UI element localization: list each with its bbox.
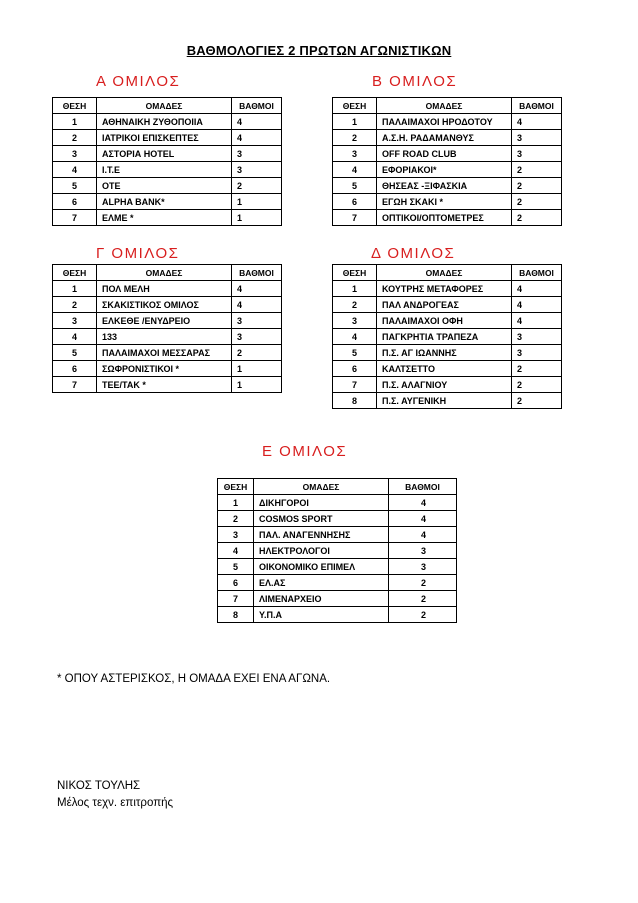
col-header-points: ΒΑΘΜΟΙ <box>512 265 562 281</box>
table-row <box>333 178 562 194</box>
points-cell: 1 <box>232 361 282 377</box>
position-cell: 5 <box>333 345 377 361</box>
points-cell: 4 <box>232 281 282 297</box>
group-e-title: Ε ΟΜΙΛΟΣ <box>262 443 348 460</box>
points-cell: 3 <box>389 543 457 559</box>
position-cell: 6 <box>218 575 254 591</box>
team-cell: ΑΣΤΟΡΙΑ HOTEL <box>97 146 232 162</box>
points-cell: 3 <box>232 329 282 345</box>
team-cell: ΠΟΛ ΜΕΛΗ <box>97 281 232 297</box>
table-row <box>333 377 562 393</box>
col-header-points: ΒΑΘΜΟΙ <box>232 265 282 281</box>
table-header-row <box>218 479 457 495</box>
points-cell: 3 <box>232 313 282 329</box>
col-header-position: ΘΕΣΗ <box>53 98 97 114</box>
position-cell: 1 <box>333 114 377 130</box>
position-cell: 5 <box>333 178 377 194</box>
col-header-teams: ΟΜΑΔΕΣ <box>254 479 389 495</box>
table-row <box>53 210 282 226</box>
table-row <box>218 559 457 575</box>
position-cell: 5 <box>218 559 254 575</box>
table-row <box>53 361 282 377</box>
group-b-title: Β ΟΜΙΛΟΣ <box>372 73 458 90</box>
table-row <box>333 313 562 329</box>
team-cell: ΟΠΤΙΚΟΙ/ΟΠΤΟΜΕΤΡΕΣ <box>377 210 512 226</box>
position-cell: 4 <box>333 162 377 178</box>
team-cell: ΕΦΟΡΙΑΚΟΙ* <box>377 162 512 178</box>
points-cell: 3 <box>512 130 562 146</box>
points-cell: 4 <box>512 313 562 329</box>
team-cell: ΕΛ.ΑΣ <box>254 575 389 591</box>
points-cell: 2 <box>512 178 562 194</box>
col-header-position: ΘΕΣΗ <box>333 98 377 114</box>
team-cell: ΑΘΗΝΑΙΚΗ ΖΥΘΟΠΟΙΙΑ <box>97 114 232 130</box>
position-cell: 2 <box>53 297 97 313</box>
signer-name: ΝΙΚΟΣ ΤΟΥΛΗΣ <box>57 780 141 792</box>
team-cell: ΠΑΛΑΙΜΑΧΟΙ ΜΕΣΣΑΡΑΣ <box>97 345 232 361</box>
points-cell: 1 <box>232 210 282 226</box>
table-row <box>333 393 562 409</box>
table-header-row <box>53 98 282 114</box>
table-row <box>53 313 282 329</box>
team-cell: Υ.Π.Α <box>254 607 389 623</box>
points-cell: 4 <box>512 297 562 313</box>
position-cell: 3 <box>218 527 254 543</box>
table-row <box>53 114 282 130</box>
position-cell: 6 <box>53 361 97 377</box>
points-cell: 3 <box>512 329 562 345</box>
points-cell: 3 <box>232 146 282 162</box>
col-header-position: ΘΕΣΗ <box>333 265 377 281</box>
position-cell: 5 <box>53 345 97 361</box>
points-cell: 2 <box>389 575 457 591</box>
team-cell: ΚΑΛΤΣΕΤΤΟ <box>377 361 512 377</box>
team-cell: ΚΟΥΤΡΗΣ ΜΕΤΑΦΟΡΕΣ <box>377 281 512 297</box>
points-cell: 2 <box>512 162 562 178</box>
table-row <box>333 194 562 210</box>
col-header-points: ΒΑΘΜΟΙ <box>389 479 457 495</box>
position-cell: 1 <box>218 495 254 511</box>
col-header-position: ΘΕΣΗ <box>53 265 97 281</box>
position-cell: 3 <box>333 313 377 329</box>
team-cell: ΠΑΛ ΑΝΔΡΟΓΕΑΣ <box>377 297 512 313</box>
points-cell: 2 <box>389 591 457 607</box>
points-cell: 4 <box>232 297 282 313</box>
group-g-table <box>52 264 282 393</box>
team-cell: ΕΛΜΕ * <box>97 210 232 226</box>
table-row <box>333 361 562 377</box>
position-cell: 3 <box>53 313 97 329</box>
position-cell: 1 <box>53 281 97 297</box>
table-row <box>53 377 282 393</box>
asterisk-note: * ΟΠΟΥ ΑΣΤΕΡΙΣΚΟΣ, Η ΟΜΑΔΑ ΕΧΕΙ ΕΝΑ ΑΓΩΝΑ. <box>57 673 331 685</box>
position-cell: 2 <box>53 130 97 146</box>
signer-role: Μέλος τεχν. επιτροπής <box>57 797 174 809</box>
position-cell: 7 <box>333 377 377 393</box>
group-a-title: Α ΟΜΙΛΟΣ <box>96 73 181 90</box>
table-row <box>53 297 282 313</box>
table-row <box>218 527 457 543</box>
position-cell: 4 <box>333 329 377 345</box>
team-cell: 133 <box>97 329 232 345</box>
points-cell: 2 <box>389 607 457 623</box>
position-cell: 1 <box>53 114 97 130</box>
position-cell: 7 <box>53 210 97 226</box>
position-cell: 6 <box>333 361 377 377</box>
points-cell: 2 <box>512 377 562 393</box>
points-cell: 4 <box>389 511 457 527</box>
team-cell: Π.Σ. ΑΥΓΕΝΙΚΗ <box>377 393 512 409</box>
points-cell: 4 <box>232 114 282 130</box>
signature-block <box>57 778 173 812</box>
team-cell: ΠΑΛΑΙΜΑΧΟΙ ΟΦΗ <box>377 313 512 329</box>
position-cell: 4 <box>218 543 254 559</box>
points-cell: 3 <box>512 345 562 361</box>
table-header-row <box>333 98 562 114</box>
table-row <box>53 329 282 345</box>
group-d-title: Δ ΟΜΙΛΟΣ <box>371 245 456 262</box>
team-cell: ΕΓΩΗ ΣΚΑΚΙ * <box>377 194 512 210</box>
col-header-points: ΒΑΘΜΟΙ <box>232 98 282 114</box>
team-cell: ΠΑΓΚΡΗΤΙΑ ΤΡΑΠΕΖΑ <box>377 329 512 345</box>
table-row <box>218 591 457 607</box>
position-cell: 4 <box>53 162 97 178</box>
position-cell: 7 <box>53 377 97 393</box>
team-cell: ΤΕΕ/ΤΑΚ * <box>97 377 232 393</box>
table-row <box>333 329 562 345</box>
team-cell: ΠΑΛΑΙΜΑΧΟΙ ΗΡΟΔΟΤΟΥ <box>377 114 512 130</box>
position-cell: 7 <box>218 591 254 607</box>
table-row <box>333 210 562 226</box>
team-cell: ΟΙΚΟΝΟΜΙΚΟ ΕΠΙΜΕΛ <box>254 559 389 575</box>
group-e-table <box>217 478 457 623</box>
col-header-points: ΒΑΘΜΟΙ <box>512 98 562 114</box>
page-title: ΒΑΘΜΟΛΟΓΙΕΣ 2 ΠΡΩΤΩΝ ΑΓΩΝΙΣΤΙΚΩΝ <box>186 43 452 58</box>
team-cell: COSMOS SPORT <box>254 511 389 527</box>
table-header-row <box>333 265 562 281</box>
group-g-title: Γ ΟΜΙΛΟΣ <box>96 245 180 262</box>
col-header-teams: ΟΜΑΔΕΣ <box>377 265 512 281</box>
points-cell: 4 <box>512 114 562 130</box>
team-cell: ALPHA BANK* <box>97 194 232 210</box>
position-cell: 1 <box>333 281 377 297</box>
table-row <box>53 178 282 194</box>
points-cell: 4 <box>389 495 457 511</box>
points-cell: 2 <box>512 361 562 377</box>
position-cell: 3 <box>53 146 97 162</box>
team-cell: Α.Σ.Η. ΡΑΔΑΜΑΝΘΥΣ <box>377 130 512 146</box>
table-row <box>53 345 282 361</box>
position-cell: 4 <box>53 329 97 345</box>
position-cell: 2 <box>333 297 377 313</box>
points-cell: 4 <box>232 130 282 146</box>
table-row <box>333 146 562 162</box>
position-cell: 3 <box>333 146 377 162</box>
table-row <box>333 345 562 361</box>
table-row <box>53 130 282 146</box>
position-cell: 2 <box>333 130 377 146</box>
team-cell: OFF ROAD CLUB <box>377 146 512 162</box>
group-a-table <box>52 97 282 226</box>
position-cell: 6 <box>53 194 97 210</box>
table-row <box>218 495 457 511</box>
table-row <box>333 114 562 130</box>
team-cell: ΛΙΜΕΝΑΡΧΕΙΟ <box>254 591 389 607</box>
col-header-position: ΘΕΣΗ <box>218 479 254 495</box>
table-row <box>53 281 282 297</box>
table-row <box>218 511 457 527</box>
col-header-teams: ΟΜΑΔΕΣ <box>97 265 232 281</box>
points-cell: 4 <box>512 281 562 297</box>
team-cell: ΙΑΤΡΙΚΟΙ ΕΠΙΣΚΕΠΤΕΣ <box>97 130 232 146</box>
points-cell: 2 <box>512 210 562 226</box>
table-row <box>53 146 282 162</box>
team-cell: ΔΙΚΗΓΟΡΟΙ <box>254 495 389 511</box>
team-cell: ΗΛΕΚΤΡΟΛΟΓΟΙ <box>254 543 389 559</box>
team-cell: ΠΑΛ. ΑΝΑΓΕΝΝΗΣΗΣ <box>254 527 389 543</box>
team-cell: ΕΛΚΕΘΕ /ΕΝΥΔΡΕΙΟ <box>97 313 232 329</box>
points-cell: 4 <box>389 527 457 543</box>
table-row <box>333 130 562 146</box>
table-row <box>333 281 562 297</box>
position-cell: 8 <box>333 393 377 409</box>
table-header-row <box>53 265 282 281</box>
points-cell: 3 <box>232 162 282 178</box>
group-b-table <box>332 97 562 226</box>
table-row <box>53 194 282 210</box>
position-cell: 2 <box>218 511 254 527</box>
points-cell: 2 <box>512 393 562 409</box>
position-cell: 7 <box>333 210 377 226</box>
table-row <box>333 162 562 178</box>
points-cell: 3 <box>389 559 457 575</box>
team-cell: ΟΤΕ <box>97 178 232 194</box>
table-row <box>53 162 282 178</box>
team-cell: ΣΩΦΡΟΝΙΣΤΙΚΟΙ * <box>97 361 232 377</box>
points-cell: 2 <box>232 345 282 361</box>
table-row <box>218 575 457 591</box>
position-cell: 5 <box>53 178 97 194</box>
team-cell: Π.Σ. ΑΓ ΙΩΑΝΝΗΣ <box>377 345 512 361</box>
points-cell: 2 <box>512 194 562 210</box>
team-cell: I.T.E <box>97 162 232 178</box>
points-cell: 2 <box>232 178 282 194</box>
table-row <box>333 297 562 313</box>
position-cell: 8 <box>218 607 254 623</box>
points-cell: 1 <box>232 194 282 210</box>
points-cell: 3 <box>512 146 562 162</box>
group-d-table <box>332 264 562 409</box>
team-cell: Π.Σ. ΑΛΑΓΝΙΟΥ <box>377 377 512 393</box>
points-cell: 1 <box>232 377 282 393</box>
table-row <box>218 607 457 623</box>
col-header-teams: ΟΜΑΔΕΣ <box>377 98 512 114</box>
col-header-teams: ΟΜΑΔΕΣ <box>97 98 232 114</box>
position-cell: 6 <box>333 194 377 210</box>
team-cell: ΘΗΣΕΑΣ -ΞΙΦΑΣΚΙΑ <box>377 178 512 194</box>
team-cell: ΣΚΑΚΙΣΤΙΚΟΣ ΟΜΙΛΟΣ <box>97 297 232 313</box>
table-row <box>218 543 457 559</box>
